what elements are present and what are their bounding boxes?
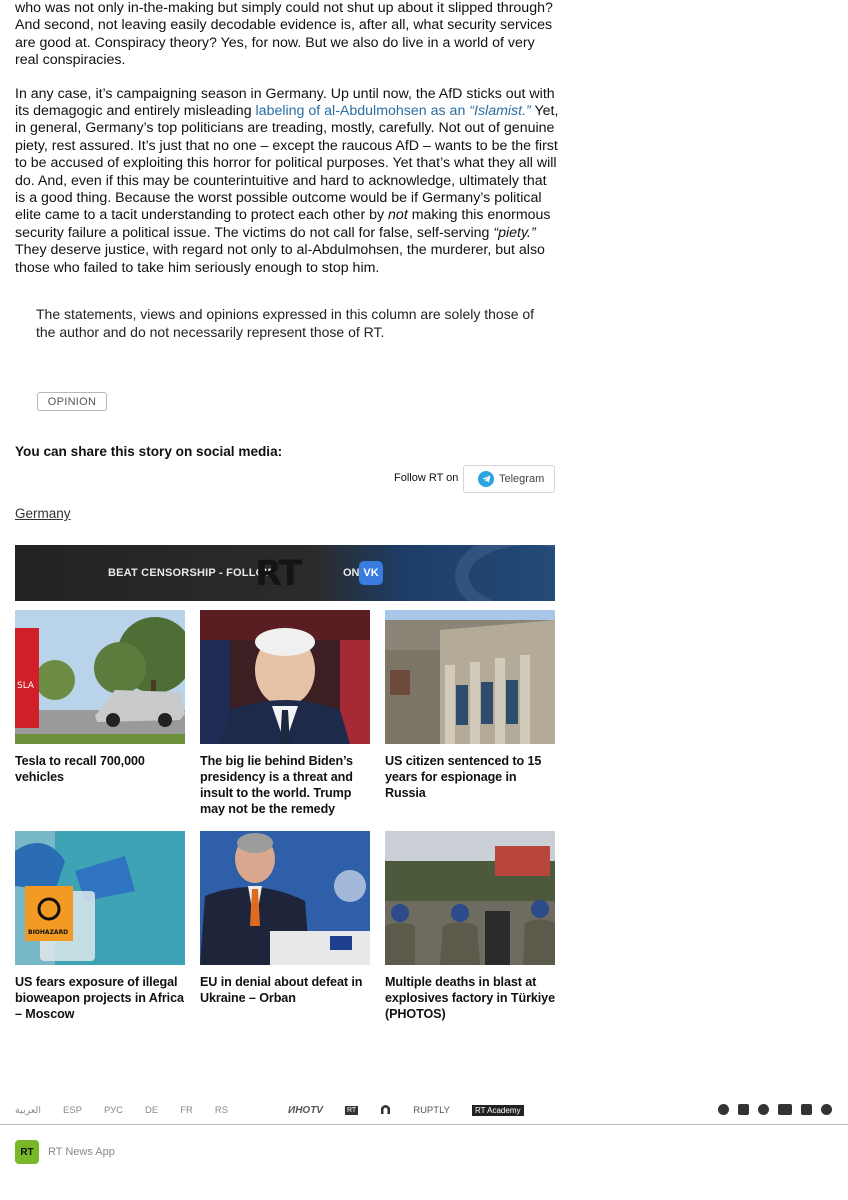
lang-link-esp[interactable]: ESP bbox=[62, 1105, 82, 1116]
brand-rt-academy[interactable]: RT Academy bbox=[472, 1105, 524, 1116]
telegram-icon bbox=[478, 471, 494, 487]
news-headline[interactable]: US fears exposure of illegal bioweapon projects in Africa – Moscow bbox=[15, 975, 184, 1021]
news-thumbnail[interactable] bbox=[200, 831, 370, 965]
facebook-icon[interactable] bbox=[801, 1104, 812, 1115]
news-thumbnail[interactable] bbox=[385, 831, 555, 965]
banner-on: ON bbox=[343, 567, 360, 579]
brand-ruptly[interactable]: RUPTLY bbox=[413, 1104, 450, 1116]
lang-link-ar[interactable]: العربية bbox=[15, 1105, 41, 1116]
news-headline[interactable]: Tesla to recall 700,000 vehicles bbox=[15, 754, 145, 784]
lang-link-rs[interactable]: RS bbox=[214, 1105, 229, 1116]
follow-label: Follow RT on bbox=[394, 472, 459, 484]
lang-link-de[interactable]: DE bbox=[145, 1105, 159, 1116]
lang-link-rus[interactable]: РУС bbox=[103, 1105, 124, 1116]
news-card[interactable] bbox=[200, 610, 370, 817]
svg-text:SLA: SLA bbox=[17, 681, 35, 691]
footer-social-icons bbox=[718, 1104, 841, 1115]
telegram-icon[interactable] bbox=[718, 1104, 729, 1115]
news-thumbnail[interactable] bbox=[200, 610, 370, 744]
rt-logo: RT bbox=[255, 554, 301, 594]
footer-divider bbox=[0, 1124, 848, 1125]
news-thumbnail[interactable] bbox=[385, 610, 555, 744]
news-card[interactable] bbox=[385, 831, 555, 1022]
article-inline-link[interactable]: labeling of al-Abdulmohsen as an “Islamist.” bbox=[255, 103, 531, 120]
opinion-disclaimer: The statements, views and opinions expressed in this column are solely those of the author and do not necessarily represent those of RT. bbox=[36, 306, 535, 340]
rss-icon[interactable] bbox=[738, 1104, 749, 1115]
share-title: You can share this story on social media: bbox=[15, 444, 283, 459]
article-paragraph: In any case, it’s campaigning season in Germany. Up until now, the AfD sticks out with its demagogic and entirely misleading labeling of al-Abdulmohsen as an “Islamist.” Yet, in general, Germany’s top politicians are treading, mostly, carefully. Not out of genuine piety, rest assured. It’s just that no one – except the raucous AfD – wants to be the first to be accused of exploiting this horror for political purposes. Yet that’s what they all will do. And, even if this may be counterintuitive and hard to acknowledge, ultimately that is a good thing. Because the worst possible outcome would be if Germany’s political elite came to a tacit understanding to protect each other by not making this enormous security failure a political issue. The victims do not call for false, self-serving “piety.” They deserve justice, with regard not only to al-Abdulmohsen, the murderer, but also those who failed to take him seriously enough to stop him. bbox=[15, 85, 559, 276]
news-headline[interactable]: US citizen sentenced to 15 years for espionage in Russia bbox=[385, 754, 542, 800]
brand-inotv[interactable]: ИНОTV bbox=[288, 1104, 323, 1116]
svg-text:BIOHAZARD: BIOHAZARD bbox=[28, 929, 69, 936]
topic-link[interactable]: Germany bbox=[15, 506, 71, 521]
news-card[interactable] bbox=[15, 610, 185, 785]
rt-app-icon: RT bbox=[15, 1140, 39, 1164]
news-headline[interactable]: EU in denial about defeat in Ukraine – Orban bbox=[200, 975, 363, 1005]
article-paragraph: who was not only in-the-making but simply could not shut up about it slipped through? And second, not leaving easily decodable evidence is, after all, what security services are good at. Conspiracy theory? Yes, for now. But we also do live in a world of very real conspiracies. bbox=[15, 0, 553, 69]
news-card[interactable] bbox=[15, 831, 185, 1022]
telegram-label: Telegram bbox=[499, 473, 545, 485]
brand-rt-doc[interactable]: RT bbox=[346, 1106, 357, 1114]
tag-opinion[interactable]: OPINION bbox=[37, 392, 107, 411]
news-card[interactable] bbox=[200, 831, 370, 1006]
lang-link-fr[interactable]: FR bbox=[180, 1105, 193, 1116]
vk-follow-banner[interactable] bbox=[15, 545, 555, 601]
news-card[interactable] bbox=[385, 610, 555, 801]
news-thumbnail[interactable] bbox=[15, 610, 185, 744]
brand-arch-icon[interactable] bbox=[380, 1103, 391, 1117]
footer-brand-list bbox=[288, 1103, 546, 1117]
news-headline[interactable]: The big lie behind Biden’s presidency is a threat and insult to the world. Trump may not be the remedy bbox=[200, 754, 353, 816]
social-network-icon[interactable] bbox=[821, 1104, 832, 1115]
article-body bbox=[15, 0, 560, 293]
vk-icon[interactable] bbox=[778, 1104, 792, 1115]
telegram-follow-button[interactable] bbox=[463, 465, 555, 493]
footer-language-list bbox=[15, 1105, 250, 1116]
news-thumbnail[interactable] bbox=[15, 831, 185, 965]
banner-decoration bbox=[455, 545, 555, 601]
rt-news-app-link[interactable] bbox=[15, 1140, 115, 1164]
news-headline[interactable]: Multiple deaths in blast at explosives factory in Türkiye (PHOTOS) bbox=[385, 975, 555, 1021]
odnoklassniki-icon[interactable] bbox=[758, 1104, 769, 1115]
banner-text: BEAT CENSORSHIP - FOLLOW bbox=[108, 567, 275, 579]
app-label: RT News App bbox=[48, 1146, 115, 1158]
vk-icon: VK bbox=[359, 561, 383, 585]
